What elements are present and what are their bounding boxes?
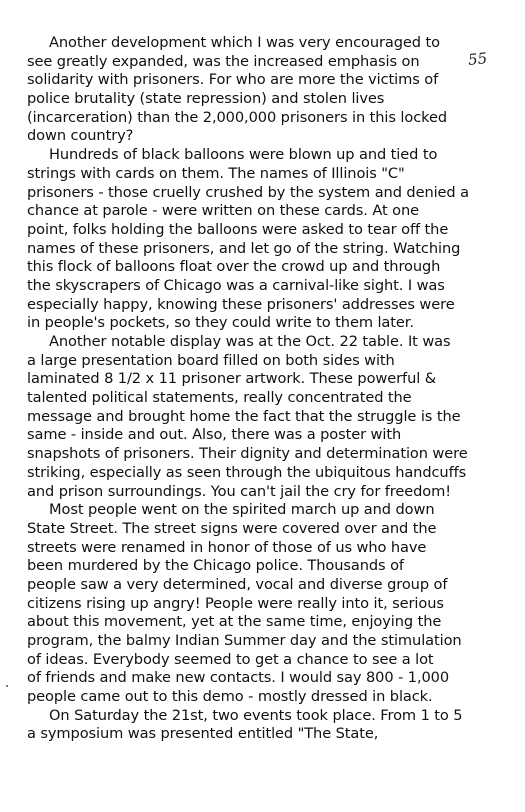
text-line: snapshots of prisoners. Their dignity and determination were (27, 445, 468, 463)
text-line: names of these prisoners, and let go of the string. Watching (27, 239, 461, 257)
text-line: prisoners - those cruelly crushed by the system and denied a (27, 183, 469, 201)
text-line: same - inside and out. Also, there was a poster with (27, 426, 402, 444)
text-line: chance at parole - were written on these cards. At one (27, 202, 420, 220)
margin-speck (6, 685, 8, 687)
text-line: of friends and make new contacts. I would say 800 - 1,000 (27, 669, 450, 687)
text-line: streets were renamed in honor of those of us who have (27, 538, 427, 556)
text-line: striking, especially as seen through the ubiquitous handcuffs (27, 463, 467, 481)
text-line: citizens rising up angry! People were really into it, serious (27, 594, 444, 612)
text-line: a symposium was presented entitled "The State, (27, 725, 379, 743)
text-line: a large presentation board filled on both sides with (27, 351, 395, 369)
text-line: and prison surroundings. You can't jail the cry for freedom! (27, 482, 452, 500)
text-line: solidarity with prisoners. For who are more the victims of (27, 71, 439, 89)
text-line: in people's pockets, so they could write to them later. (27, 314, 414, 332)
text-line: people saw a very determined, vocal and diverse group of (27, 575, 448, 593)
text-line: the skyscrapers of Chicago was a carnival-like sight. I was (27, 276, 445, 294)
text-line: Hundreds of black balloons were blown up and tied to (49, 146, 438, 164)
text-line: Most people went on the spirited march up and down (49, 501, 435, 519)
text-line: State Street. The street signs were covered over and the (27, 519, 437, 537)
text-line: down country? (27, 127, 134, 145)
body-text (27, 34, 497, 744)
text-line: On Saturday the 21st, two events took place. From 1 to 5 (49, 706, 463, 724)
text-line: program, the balmy Indian Summer day and the stimulation (27, 632, 462, 649)
text-line: people came out to this demo - mostly dressed in black. (27, 688, 433, 706)
text-line: message and brought home the fact that the struggle is the (27, 407, 461, 425)
text-line: point, folks holding the balloons were asked to tear off the (27, 220, 449, 238)
text-line: laminated 8 1/2 x 11 prisoner artwork. These powerful & (27, 370, 437, 388)
text-line: (incarceration) than the 2,000,000 prisoners in this locked (27, 108, 447, 126)
text-line: this flock of balloons float over the crowd up and through (27, 258, 441, 276)
text-line: Another development which I was very encouraged to (49, 34, 440, 51)
page-number: 55 (467, 49, 488, 69)
text-line: see greatly expanded, was the increased emphasis on (27, 52, 420, 70)
text-line: Another notable display was at the Oct. 22 table. It was (49, 333, 451, 350)
text-line: especially happy, knowing these prisoners' addresses were (27, 295, 455, 313)
text-line: been murdered by the Chicago police. Thousands of (27, 557, 404, 575)
text-line: strings with cards on them. The names of Illinois "C" (27, 164, 405, 182)
text-line: about this movement, yet at the same time, enjoying the (27, 613, 442, 631)
text-line: of ideas. Everybody seemed to get a chance to see a lot (27, 650, 434, 668)
text-line: police brutality (state repression) and stolen lives (27, 90, 385, 108)
text-line: talented political statements, really concentrated the (27, 389, 412, 407)
